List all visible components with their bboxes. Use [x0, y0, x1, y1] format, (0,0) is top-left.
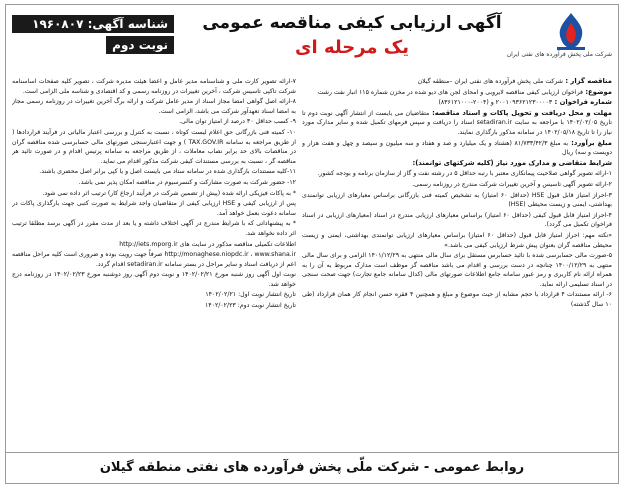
right-column-paragraph — [302, 88, 612, 98]
left-column-paragraph — [12, 219, 296, 238]
left-column — [12, 77, 296, 449]
paragraph-text: تاریخ انتشار نوبت اول: ۱۴۰۲/۰۲/۲۱ — [205, 291, 296, 299]
paragraph-text: پس از ارزیابی کیفی و HSE ارزیابی کیفی از متقاضیان واجد شرایط به صورت کتبی جهت بارگذاری پاکات در سامانه دعوت بعمل خواهد آمد. — [12, 200, 296, 217]
paragraph-text: ۸-ارائه اصل گواهی امضا مجاز اسناد از مدیر عامل شرکت و ارائه برگ آخرین تغییرات در روزنامه رسمی مجاز به امضا اسناد تعهدآور شرکت می باشد، الزامی است. — [12, 98, 296, 115]
right-column-paragraph — [302, 231, 612, 250]
left-column-paragraph — [12, 77, 296, 96]
right-column-paragraph — [302, 169, 612, 179]
paragraph-heading: شرایط متقاضی و مدارک مورد نیاز (کلیه شرکتهای توانمند): — [412, 158, 612, 167]
paragraph-text: تاریخ انتشار نوبت دوم: ۱۴۰۲/۰۲/۲۳ — [204, 302, 296, 310]
paragraph-heading: مبلغ برآورد: — [568, 138, 612, 147]
right-column-paragraph — [302, 251, 612, 289]
paragraph-text: به مبلغ ۸۱/۷۳۳/۴۲/۳ (هشتاد و یک میلیارد و صد و هفتاد و سه میلیون و سیصد و چهل و هفت هزار و دویست و سه) ریال — [302, 139, 612, 157]
left-column-paragraph — [12, 178, 296, 188]
left-column-paragraph — [12, 301, 296, 311]
notice-page — [5, 4, 619, 484]
paragraph-text: ۱۰- کمیته فنی بازرگانی حق اعلام لیست کوتاه ، نسبت به کنترل و بررسی اعتبار مالیاتی در فرآیند قراردادها ( از طریق مراجعه به سامانه TAX.GOV.IR ) و جهت اعتبارسنجی صورتهای مالی حسابرسی شده مناقصه گران در مناقصات بالای حد برابر نصاب معاملات ، از طریق مراجعه به سامانه پرتیس اقدام و در صورت تائید هر مناقصه گر ، نسبت به بررسی مستندات کیفی شرکت مذکور اقدام می نماید. — [12, 128, 296, 165]
paragraph-heading: شماره فراخوان : — [552, 98, 612, 107]
right-column — [302, 77, 612, 449]
paragraph-text: * به پاکات فیزیکی ارائه شده (پیش از تضمین شرکت در فرآیند ارجاع کار) ترتیب اثر داده نمی شود. — [42, 189, 296, 197]
right-column-paragraph — [302, 191, 612, 210]
flame-logo-icon — [549, 11, 593, 51]
left-column-paragraph — [12, 290, 296, 300]
paragraph-text: «نکته مهم: احراز امتیاز قابل قبول (حداقل ۶۰ امتیاز) براساس معیارهای ارزیابی توانمندی بهداشتی، ایمنی و زیست محیطی مناقصه گران بعنوان پیش شرط ارزیابی کیفی می باشد.» — [302, 231, 612, 249]
left-column-paragraph — [12, 117, 296, 127]
paragraph-text: ۴-احراز امتیاز قابل قبول کیفی (حداقل ۶۰ امتیاز) براساس معیارهای ارزیابی مندرج در اسناد (معیارهای ارزیابی در اسناد فراخوان تکمیل می گردد). — [302, 211, 612, 229]
paragraph-text: ۲-ارائه تصویر آگهی تاسیس و آخرین تغییرات شرکت مندرج در روزنامه رسمی. — [412, 180, 612, 188]
round-label: نوبت دوم — [106, 36, 174, 54]
left-column-paragraph — [12, 128, 296, 166]
notice-title: آگهی ارزیابی کیفی مناقصه عمومی — [202, 13, 502, 33]
left-column-paragraph — [12, 250, 296, 269]
title-block — [185, 11, 519, 61]
left-column-paragraph — [12, 270, 296, 289]
notice-body — [12, 77, 612, 449]
paragraph-text: فراخوان ارزیابی کیفی مناقصه لایروبی و امحای لجن های دیو شده در مخزن شماره ۱۱۵ انبار نفت رشت — [317, 88, 583, 96]
right-column-paragraph — [302, 139, 612, 158]
notice-header — [10, 9, 614, 73]
paragraph-text: ۱۱-کلیه مستندات بارگذاری شده در سامانه ستاد می بایست اصل و یا کپی برابر اصل محضری باشند. — [39, 168, 296, 176]
paragraph-text: ۱۲- حضور شرکت به صورت مشارکت و کنسرسیوم در مناقصه امکان پذیر نمی باشد. — [78, 178, 296, 186]
right-column-paragraph — [302, 109, 612, 138]
left-column-paragraph — [12, 97, 296, 116]
paragraph-text: ۹- کسب حداقل ۳۰ درصد از امتیاز توان مالی. — [179, 118, 296, 126]
notice-id-badge — [12, 15, 174, 57]
notice-number: شناسه آگهی: ۱۹۶۰۸۰۷ — [12, 15, 174, 33]
paragraph-text: شرکت ملی پخش فرآورده های نفتی ایران –منطقه گیلان — [417, 78, 563, 85]
right-column-paragraph — [302, 98, 612, 108]
paragraph-heading: موضوع: — [582, 87, 612, 96]
right-column-paragraph — [302, 180, 612, 190]
right-column-paragraph — [302, 77, 612, 87]
paragraph-text: * به پیشنهاداتی که با شرایط مندرج در آگهی اختلاف داشته و یا بعد از مدت مقرر در آگهی برسد مطلقا ترتیب اثر داده نخواهد شد. — [12, 220, 296, 237]
paragraph-heading: مناقصه گزار : — [562, 77, 612, 85]
notice-footer: روابط عمومی - شرکت ملّی پخش فرآورده های نفتی منطقه گیلان — [6, 452, 618, 483]
paragraph-text: ۱-ارائه تصویر گواهی صلاحیت پیمانکاری معتبر با رتبه حداقل ۵ در رشته نفت و گاز از سازمان برنامه و بودجه کشور. — [317, 170, 612, 178]
right-column-paragraph — [302, 159, 612, 169]
left-column-paragraph — [12, 240, 296, 250]
right-column-paragraph — [302, 290, 612, 309]
paragraph-text: نوبت اول آگهی روز شنبه مورخ ۱۴۰۲/۰۲/۲۱ و نوبت دوم آگهی روز دوشنبه مورخ ۱۴۰۲/۰۲/۲۳ در روزنامه درج خواهد شد. — [12, 271, 296, 288]
logo-caption: شرکت ملی پخش فرآورده های نفتی ایران — [506, 51, 612, 58]
left-column-paragraph — [12, 189, 296, 199]
paragraph-heading: مهلت و محل دریافت و تحویل پاکات و اسناد مناقصه: — [429, 108, 612, 117]
paragraph-text: ۷-ارائه تصویر کارت ملی و شناسنامه مدیر عامل و اعضا هیئت مدیره شرکت ، تصویر کلیه صفحات اساسنامه شرکت تاکپی تاسیس شرکت ، آخرین تغییرات در روزنامه رسمی و کد اقتصادی و شناسه ملی الزامی است. — [12, 78, 296, 95]
paragraph-text: http://monaghese.niopdc.ir ، www.shana.ir صرفاً جهت رویت بوده و ضروری است کلیه مراحل مناقصه اعم از دریافت اسناد و سایر مراحل در بستر سامانه setadiran.ir اقدام گردد. — [12, 251, 296, 268]
paragraph-text: متقاضیان می بایست از انتشار آگهی نوبت دوم تا تاریخ ۱۴۰۲/۰۲/۰۵ با مراجعه به سایت setadiran.ir اسناد را دریافت و سپس فرمهای تکمیل شده و سایر مدارک مورد نیاز را تا تاریخ ۱۴۰۲/۰۵/۱۸ در سامانه مذکور بارگذاری نمایند. — [302, 109, 612, 136]
left-column-paragraph — [12, 167, 296, 177]
paragraph-text: ۵-صورت مالی حسابرسی شده با تائید حسابرس مستقل برای سال مالی منتهی به ۱۴۰۱/۱۲/۲۹ الزامی و برای سال مالی منتهی به ۱۴۰۰/۱۲/۲۹ چنانچه در دست بررسی و اقدام می باشد مناقصه گر موظف است مدارک مربوط به آن را به همراه ارائه نام کاربری و رمز عبور سامانه جامع اطلاعات صورتهای مالی (کدال سامانه جامع تجارت) جهت صحت سنجی در اسناد تسلیمی ارائه نماید. — [302, 252, 612, 288]
paragraph-text: ۳-احراز امتیاز قابل قبول HSE (حداقل ۶۰ امتیاز) به تشخیص کمیته فنی بازرگانی براساس معیارهای ارزیابی توانمندی بهداشتی، ایمنی و زیست محیطی (HSE) — [302, 191, 612, 209]
right-column-paragraph — [302, 211, 612, 230]
paragraph-text: ۶- ارائه مستندات ۴ قرارداد با حجم مشابه از حیث موضوع و مبلغ و همچنین ۴ فقره حسن انجام کار همان قرارداد (طی ۱۰ سال گذشته) — [302, 291, 612, 309]
left-column-paragraph — [12, 199, 296, 218]
paragraph-text: اطلاعات تکمیلی مناقصه مذکور در سایت های http://iets.mporg.ir — [119, 240, 296, 248]
notice-subtitle: یک مرحله ای — [295, 37, 409, 58]
paragraph-text: ۲۰۰۱۰۹۳۶۲۱۲۳۰۰۰۰۳ و (۲۰۰۴-۸۳۶۱۲۱۰۰۰) — [438, 99, 553, 107]
company-logo — [506, 11, 612, 71]
